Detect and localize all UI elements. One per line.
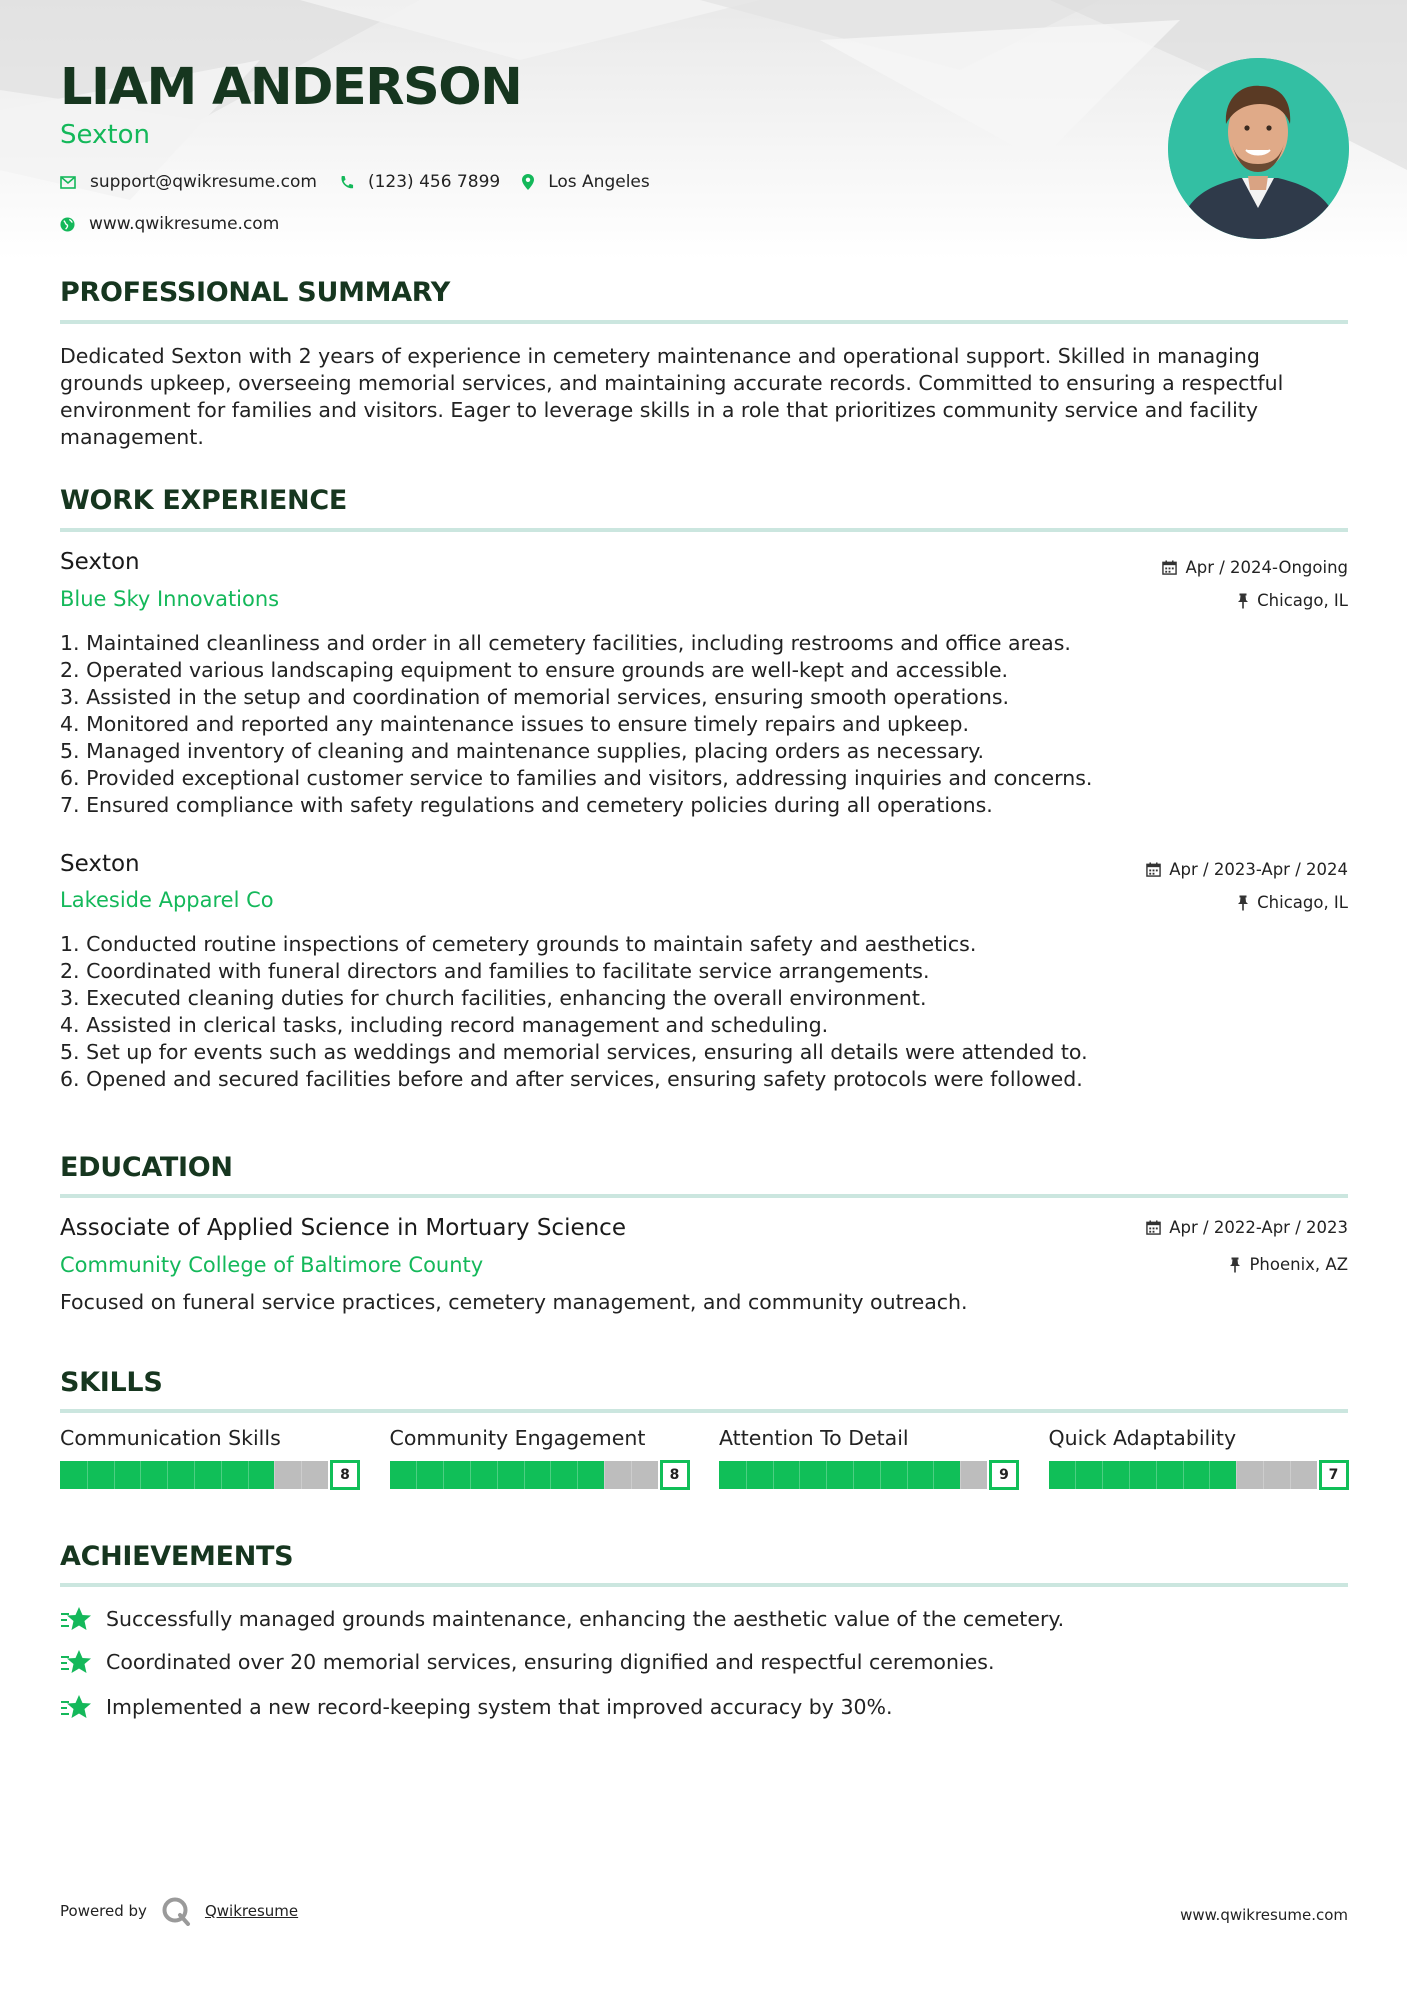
skill-track	[719, 1461, 987, 1489]
footer-website[interactable]: www.qwikresume.com	[1180, 1906, 1348, 1924]
skill-segment-divider	[1129, 1461, 1130, 1489]
skill-segment-divider	[577, 1461, 578, 1489]
job-dates	[1146, 860, 1348, 879]
education-school: Community College of Baltimore County	[60, 1253, 484, 1277]
skill-item	[60, 1426, 360, 1490]
skill-segment-divider	[221, 1461, 222, 1489]
job-location	[1237, 893, 1348, 912]
calendar-icon	[1146, 862, 1161, 877]
summary-line: grounds upkeep, overseeing memorial services, and maintaining accurate records. Committed to ensuring a respectful	[60, 371, 1284, 395]
list-item: 5. Set up for events such as weddings and memorial services, ensuring all details were attended to.	[60, 1040, 1088, 1064]
list-item: 4. Assisted in clerical tasks, including record management and scheduling.	[60, 1013, 829, 1037]
list-item: 2. Operated various landscaping equipment to ensure grounds are well-kept and accessible.	[60, 658, 1009, 682]
skill-segment-divider	[1156, 1461, 1157, 1489]
achievements-heading: ACHIEVEMENTS	[60, 1541, 294, 1572]
skill-segment-divider	[746, 1461, 747, 1489]
phone-text: (123) 456 7899	[367, 172, 501, 192]
summary-text	[60, 343, 1350, 451]
job-company: Lakeside Apparel Co	[60, 888, 274, 912]
map-pin-icon	[522, 174, 534, 190]
list-item: 2. Coordinated with funeral directors and families to facilitate service arrangements.	[60, 959, 930, 983]
summary-line: Dedicated Sexton with 2 years of experience in cemetery maintenance and operational support. Skilled in managing	[60, 344, 1260, 368]
phone-icon	[339, 175, 354, 190]
website-text[interactable]: www.qwikresume.com	[89, 214, 280, 234]
calendar-icon	[1146, 1220, 1161, 1235]
email-text[interactable]: support@qwikresume.com	[90, 172, 317, 192]
skill-segment-divider	[1183, 1461, 1184, 1489]
person-illustration	[1168, 58, 1349, 239]
skill-segment-divider	[826, 1461, 827, 1489]
skill-fill	[719, 1461, 960, 1489]
skill-segment-divider	[140, 1461, 141, 1489]
job-company: Blue Sky Innovations	[60, 587, 280, 611]
job-dates-text: Apr / 2023-Apr / 2024	[1169, 860, 1348, 879]
star-icon	[60, 1694, 92, 1720]
skill-fill	[1049, 1461, 1237, 1489]
skills-heading: SKILLS	[60, 1367, 163, 1398]
list-item: 5. Managed inventory of cleaning and maintenance supplies, placing orders as necessary.	[60, 739, 985, 763]
job-role: Sexton	[60, 549, 140, 575]
skill-segment-divider	[880, 1461, 881, 1489]
experience-heading: WORK EXPERIENCE	[60, 485, 347, 516]
skill-segment-divider	[604, 1461, 605, 1489]
footer-brand-link[interactable]: Qwikresume	[204, 1902, 299, 1920]
skill-segment-divider	[853, 1461, 854, 1489]
experience-divider	[60, 528, 1348, 532]
skill-segment-divider	[1263, 1461, 1264, 1489]
job-role: Sexton	[60, 851, 140, 877]
list-item: 6. Opened and secured facilities before and after services, ensuring safety protocols were followed.	[60, 1067, 1083, 1091]
education-location	[1229, 1255, 1348, 1274]
summary-divider	[60, 320, 1348, 324]
skill-name: Communication Skills	[60, 1426, 281, 1450]
skill-segment-divider	[274, 1461, 275, 1489]
candidate-title: Sexton	[60, 120, 151, 150]
skill-segment-divider	[114, 1461, 115, 1489]
summary-line: management.	[60, 425, 204, 449]
location-item	[522, 172, 650, 192]
skill-segment-divider	[87, 1461, 88, 1489]
globe-icon	[60, 217, 75, 232]
education-divider	[60, 1194, 1348, 1198]
skills-divider	[60, 1409, 1348, 1413]
education-dates-text: Apr / 2022-Apr / 2023	[1169, 1218, 1348, 1237]
skill-segment-divider	[960, 1461, 961, 1489]
education-dates	[1146, 1218, 1348, 1237]
skill-score: 7	[1319, 1460, 1349, 1490]
skill-track	[390, 1461, 658, 1489]
email-item[interactable]	[60, 172, 317, 192]
skills-list	[60, 1426, 1350, 1490]
skill-segment-divider	[194, 1461, 195, 1489]
calendar-icon	[1162, 560, 1177, 575]
education-location-text: Phoenix, AZ	[1249, 1255, 1348, 1274]
skill-item	[390, 1426, 690, 1490]
powered-by-text: Powered by	[60, 1902, 147, 1920]
pushpin-icon	[1237, 593, 1249, 609]
job-dates-text: Apr / 2024-Ongoing	[1185, 558, 1348, 577]
skill-segment-divider	[933, 1461, 934, 1489]
job-location	[1237, 591, 1348, 610]
skill-segment-divider	[248, 1461, 249, 1489]
skill-segment-divider	[1102, 1461, 1103, 1489]
skill-segment-divider	[470, 1461, 471, 1489]
education-heading: EDUCATION	[60, 1152, 233, 1183]
skill-segment-divider	[1075, 1461, 1076, 1489]
achievement-text: Implemented a new record-keeping system that improved accuracy by 30%.	[106, 1695, 893, 1719]
job-duties	[60, 931, 1350, 1093]
list-item: 1. Maintained cleanliness and order in all cemetery facilities, including restrooms and office areas.	[60, 631, 1071, 655]
skill-segment-divider	[497, 1461, 498, 1489]
skill-segment-divider	[1290, 1461, 1291, 1489]
skill-segment-divider	[907, 1461, 908, 1489]
skill-segment-divider	[799, 1461, 800, 1489]
skill-track	[1049, 1461, 1317, 1489]
skill-score: 8	[660, 1460, 690, 1490]
skill-segment-divider	[773, 1461, 774, 1489]
summary-heading: PROFESSIONAL SUMMARY	[60, 277, 451, 308]
job-location-text: Chicago, IL	[1257, 893, 1348, 912]
achievement-text: Successfully managed grounds maintenance, enhancing the aesthetic value of the cemetery.	[106, 1607, 1065, 1631]
skill-rating	[1049, 1460, 1349, 1490]
location-text: Los Angeles	[548, 172, 650, 192]
job-dates	[1162, 558, 1348, 577]
qwikresume-logo-icon	[161, 1896, 191, 1926]
education-description: Focused on funeral service practices, cemetery management, and community outreach.	[60, 1290, 968, 1314]
website-row	[60, 214, 301, 234]
achievement-item	[60, 1606, 1064, 1632]
skill-item	[719, 1426, 1019, 1490]
profile-photo	[1168, 58, 1349, 239]
candidate-name: LIAM ANDERSON	[60, 58, 522, 117]
list-item: 7. Ensured compliance with safety regulations and cemetery policies during all operations.	[60, 793, 993, 817]
star-icon	[60, 1606, 92, 1632]
skill-segment-divider	[1209, 1461, 1210, 1489]
achievement-item	[60, 1649, 994, 1675]
list-item: 4. Monitored and reported any maintenance issues to ensure timely repairs and upkeep.	[60, 712, 970, 736]
contact-row	[60, 172, 672, 192]
education-degree: Associate of Applied Science in Mortuary Science	[60, 1215, 626, 1241]
achievements-divider	[60, 1583, 1348, 1587]
pushpin-icon	[1237, 895, 1249, 911]
job-location-text: Chicago, IL	[1257, 591, 1348, 610]
list-item: 6. Provided exceptional customer service to families and visitors, addressing inquiries and concerns.	[60, 766, 1093, 790]
skill-segment-divider	[443, 1461, 444, 1489]
skill-segment-divider	[416, 1461, 417, 1489]
skill-segment-divider	[524, 1461, 525, 1489]
pushpin-icon	[1229, 1257, 1241, 1273]
skill-rating	[719, 1460, 1019, 1490]
skill-score: 8	[330, 1460, 360, 1490]
list-item: 3. Assisted in the setup and coordination of memorial services, ensuring smooth operations.	[60, 685, 1010, 709]
skill-item	[1049, 1426, 1349, 1490]
list-item: 3. Executed cleaning duties for church facilities, enhancing the overall environment.	[60, 986, 927, 1010]
envelope-icon	[60, 176, 76, 189]
skill-name: Attention To Detail	[719, 1426, 909, 1450]
skill-segment-divider	[1236, 1461, 1237, 1489]
achievement-text: Coordinated over 20 memorial services, ensuring dignified and respectful ceremonies.	[106, 1650, 995, 1674]
skill-rating	[60, 1460, 360, 1490]
skill-segment-divider	[167, 1461, 168, 1489]
phone-item	[339, 172, 500, 192]
summary-line: environment for families and visitors. Eager to leverage skills in a role that prioritizes community service and facility	[60, 398, 1258, 422]
skill-segment-divider	[301, 1461, 302, 1489]
skill-rating	[390, 1460, 690, 1490]
skill-track	[60, 1461, 328, 1489]
job-duties	[60, 630, 1350, 819]
achievement-item	[60, 1694, 893, 1720]
website-item[interactable]	[60, 214, 279, 234]
footer-powered-by	[60, 1896, 298, 1926]
skill-segment-divider	[550, 1461, 551, 1489]
list-item: 1. Conducted routine inspections of cemetery grounds to maintain safety and aesthetics.	[60, 932, 977, 956]
skill-name: Community Engagement	[389, 1426, 646, 1450]
skill-score: 9	[989, 1460, 1019, 1490]
skill-name: Quick Adaptability	[1048, 1426, 1237, 1450]
skill-segment-divider	[631, 1461, 632, 1489]
star-icon	[60, 1649, 92, 1675]
